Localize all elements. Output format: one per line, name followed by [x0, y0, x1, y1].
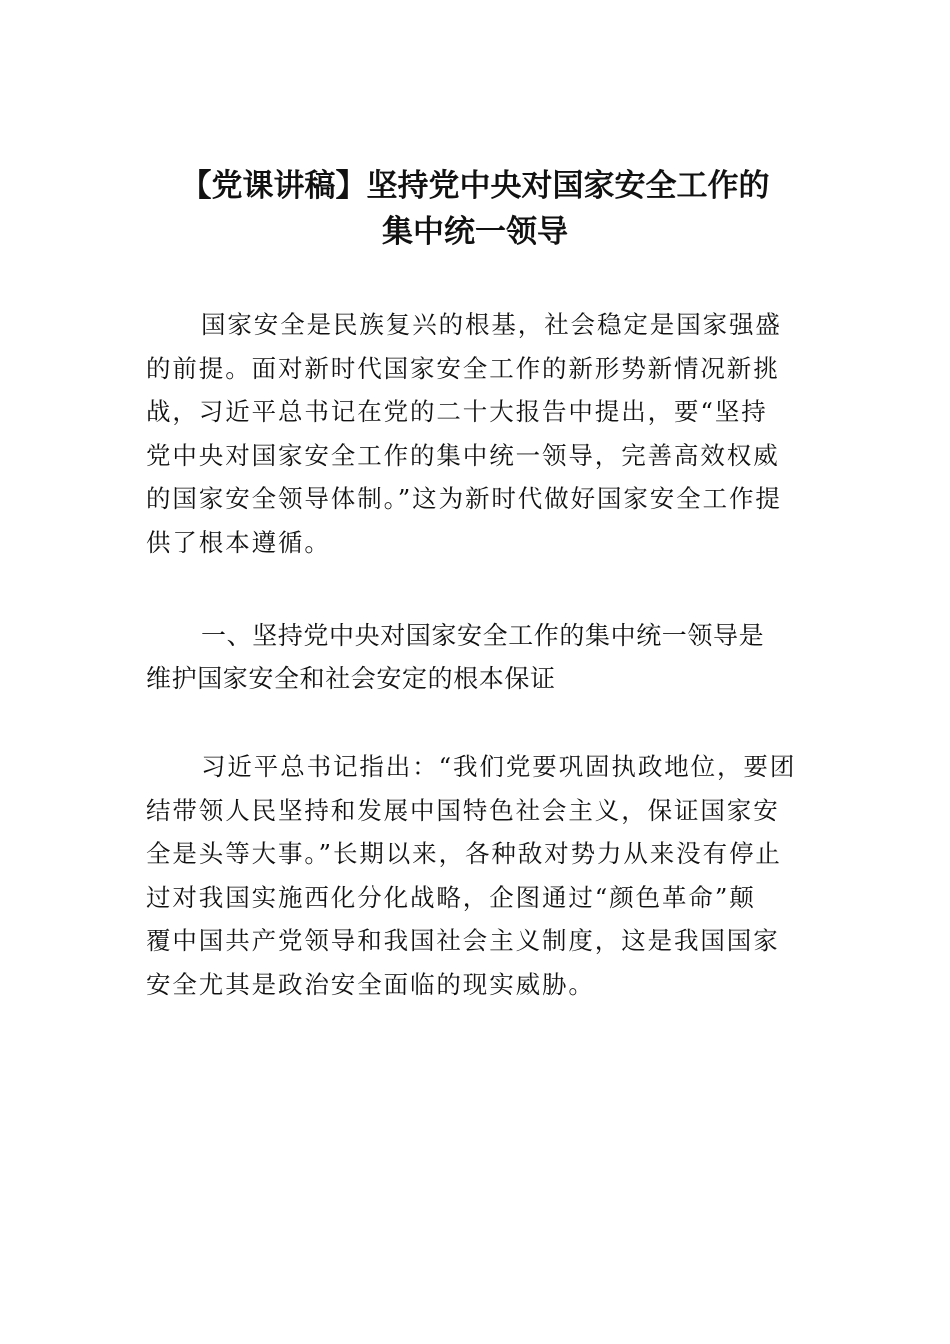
- paragraph-line: 全是头等大事。”长期以来，各种敌对势力从来没有停止: [146, 839, 782, 869]
- title-line-2: 集中统一领导: [382, 214, 568, 250]
- paragraph-line: 安全尤其是政治安全面临的现实威胁。: [146, 969, 595, 999]
- heading-line-1: 一、坚持党中央对国家安全工作的集中统一领导是: [201, 621, 765, 650]
- paragraph-line: 供了根本遵循。: [146, 527, 331, 557]
- paragraph-line: 党中央对国家安全工作的集中统一领导，完善高效权威: [146, 440, 780, 470]
- section-heading-1: [146, 614, 816, 700]
- intro-paragraph: [146, 303, 806, 565]
- title-line-1: 【党课讲稿】坚持党中央对国家安全工作的: [180, 168, 770, 204]
- paragraph-line: 习近平总书记指出：“我们党要巩固执政地位，要团: [201, 752, 797, 781]
- paragraph-line: 的前提。面对新时代国家安全工作的新形势新情况新挑: [146, 353, 780, 383]
- paragraph-line: 结带领人民坚持和发展中国特色社会主义，保证国家安: [146, 795, 780, 825]
- paragraph-line: 国家安全是民族复兴的根基，社会稳定是国家强盛: [201, 310, 782, 339]
- heading-line-2: 维护国家安全和社会安定的根本保证: [146, 664, 556, 693]
- paragraph-line: 过对我国实施西化分化战略，企图通过“颜色革命”颠: [146, 882, 756, 912]
- paragraph-line: 的国家安全领导体制。”这为新时代做好国家安全工作提: [146, 484, 782, 514]
- paragraph-line: 战，习近平总书记在党的二十大报告中提出，要“坚持: [146, 397, 768, 427]
- document-title: [130, 163, 820, 255]
- paragraph-line: 覆中国共产党领导和我国社会主义制度，这是我国国家: [146, 926, 780, 956]
- section-1-paragraph: [146, 745, 806, 1007]
